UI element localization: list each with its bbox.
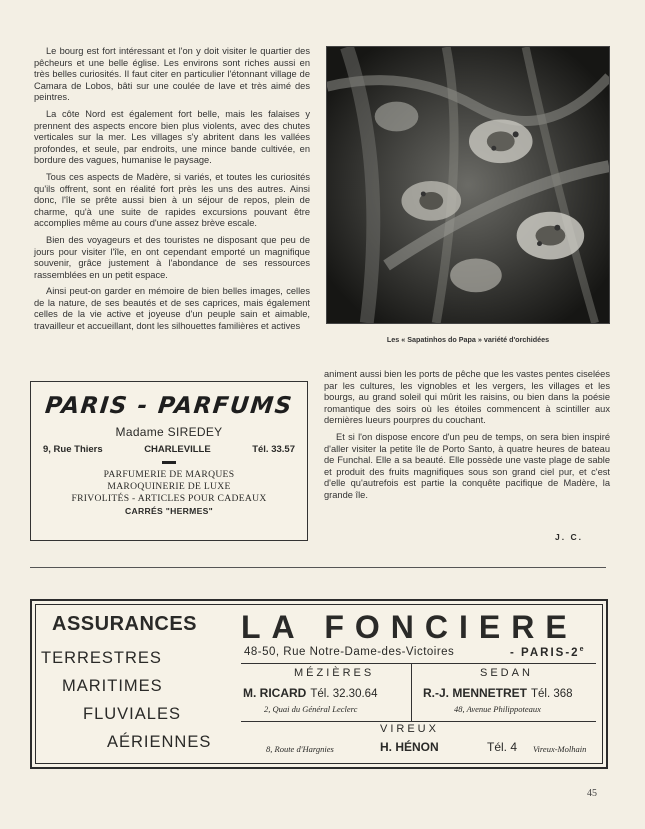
agency-street: 8, Route d'Hargnies — [266, 744, 334, 754]
ad-city-name: PARIS-2 — [521, 646, 580, 659]
article-paragraph: Ainsi peut-on garder en mémoire de bien belles images, celles de la nature, de ses beautés et de ses caprices, mais également celles de la vie active et joyeuse d'un peuple sain et aimable, travailleur et accueillant, dont les silhouettes familières et actives — [34, 286, 310, 332]
ad-city-dash: - — [510, 646, 516, 659]
ad-street: 9, Rue Thiers — [43, 444, 103, 455]
insurance-type: MARITIMES — [62, 677, 163, 695]
ad-line: CARRÉS "HERMES" — [124, 506, 214, 516]
ad-company-address: 48-50, Rue Notre-Dame-des-Victoires — [244, 646, 455, 658]
ad-city: CHARLEVILLE — [144, 444, 211, 455]
ad-brand-title: PARIS - PARFUMS — [43, 393, 295, 419]
agent-phone: Tél. 32.30.64 — [310, 688, 378, 700]
insurance-type: AÉRIENNES — [107, 733, 212, 751]
article-paragraph: La côte Nord est également fort belle, mais les falaises y prennent des aspects encore bien plus violents, avec des chutes verticales sur la mer. Les villages s'y abritent dans les vallées profondes, et seule, par endroits, une mince bande cultivée, en bordure des vagues, humanise le paysage. — [34, 108, 310, 166]
agent-name: M. RICARD — [243, 686, 307, 700]
agency-street: 2, Quai du Général Leclerc — [264, 704, 358, 714]
agency-town: SEDAN — [480, 667, 533, 679]
ad-address-line — [31, 444, 307, 455]
article-paragraph: Tous ces aspects de Madère, si variés, et toutes les curiosités qu'ils offrent, sont en réalité fort près les uns des autres. Ainsi donc, l'île se prête aussi bien à un séjour de repos, plein de charme, qu'à une suite de rapides excursions pouvant être accomplies même au cours d'une assez brève escale. — [34, 171, 310, 229]
ad-line: MAROQUINERIE DE LUXE — [107, 481, 231, 492]
agency-street: 48, Avenue Philippoteaux — [454, 704, 541, 714]
article-left-column — [34, 46, 310, 338]
article-right-column — [324, 369, 610, 507]
insurance-type: FLUVIALES — [83, 705, 181, 723]
photo-caption: Les « Sapatinhos do Papa » variété d'orchidées — [386, 335, 550, 344]
section-divider — [30, 567, 606, 568]
ad-city-suffix: e — [579, 646, 586, 653]
article-paragraph: animent aussi bien les ports de pêche que les vastes pentes ciselées par les cultures, les vignobles et les vergers, les villages et les bourgs, au grand soleil qui mûrit les raisins, ou bien dans la poésie romantique des soirs où les étoiles commencent à scintiller aux dernières lueurs pourpres du couchant. — [324, 369, 610, 426]
agent-name: R.-J. MENNETRET — [423, 686, 528, 700]
agent-phone: Tél. 368 — [531, 688, 573, 700]
ad-company-city — [510, 646, 585, 659]
agency-street: Vireux-Molhain — [533, 744, 587, 754]
ad-column-divider — [411, 663, 412, 721]
author-signature: J. C. — [555, 532, 583, 542]
ad-owner: Madame SIREDEY — [115, 425, 223, 439]
ad-rule — [241, 663, 596, 664]
agency-agent — [423, 686, 573, 700]
page-number: 45 — [587, 788, 597, 799]
ad-divider — [162, 461, 176, 464]
agency-town: MÉZIÈRES — [294, 667, 375, 679]
la-fonciere-ad — [30, 599, 608, 769]
article-paragraph: Le bourg est fort intéressant et l'on y doit visiter le quartier des pêcheurs et une belle église. Les environs sont riches aussi en très belles curiosités. Il faut citer en particulier l'étonnant village de Camara de Lobos, bâti sur une coulée de lave et très aimé des peintres. — [34, 46, 310, 103]
article-paragraph: Bien des voyageurs et des touristes ne disposant que peu de jours pour visiter l'île, en ont cependant emporté un magnifique souvenir, grâce justement à l'abondance de ses ressources rassemblées en un petit espace. — [34, 234, 310, 280]
ad-line: FRIVOLITÉS - ARTICLES POUR CADEAUX — [71, 493, 267, 504]
ad-phone: Tél. 33.57 — [252, 444, 295, 455]
article-paragraph: Et si l'on dispose encore d'un peu de temps, on sera bien inspiré d'aller visiter la petite île de Porto Santo, à quatre heures de bateau de Funchal. Elle a sa beauté. Elle possède une vaste plage de sable et produit des fruits magnifiques sous son grand ciel pur, et c'est d'elle qu'autrefois est partie la conquête pacifique de Madère, la grande île. — [324, 431, 610, 500]
agent-phone: Tél. 4 — [487, 740, 518, 754]
agent-name: H. HÉNON — [380, 740, 439, 754]
ad-assurances-title: ASSURANCES — [52, 613, 198, 635]
insurance-type: TERRESTRES — [41, 649, 162, 667]
ad-rule — [241, 721, 596, 722]
orchid-photo-image — [327, 47, 609, 323]
paris-parfums-ad — [30, 381, 308, 541]
ad-company-name: LA FONCIERE — [241, 609, 578, 645]
ad-line: PARFUMERIE DE MARQUES — [103, 469, 235, 480]
agency-agent — [243, 686, 377, 700]
orchid-photo — [326, 46, 610, 324]
agency-town: VIREUX — [380, 723, 439, 735]
